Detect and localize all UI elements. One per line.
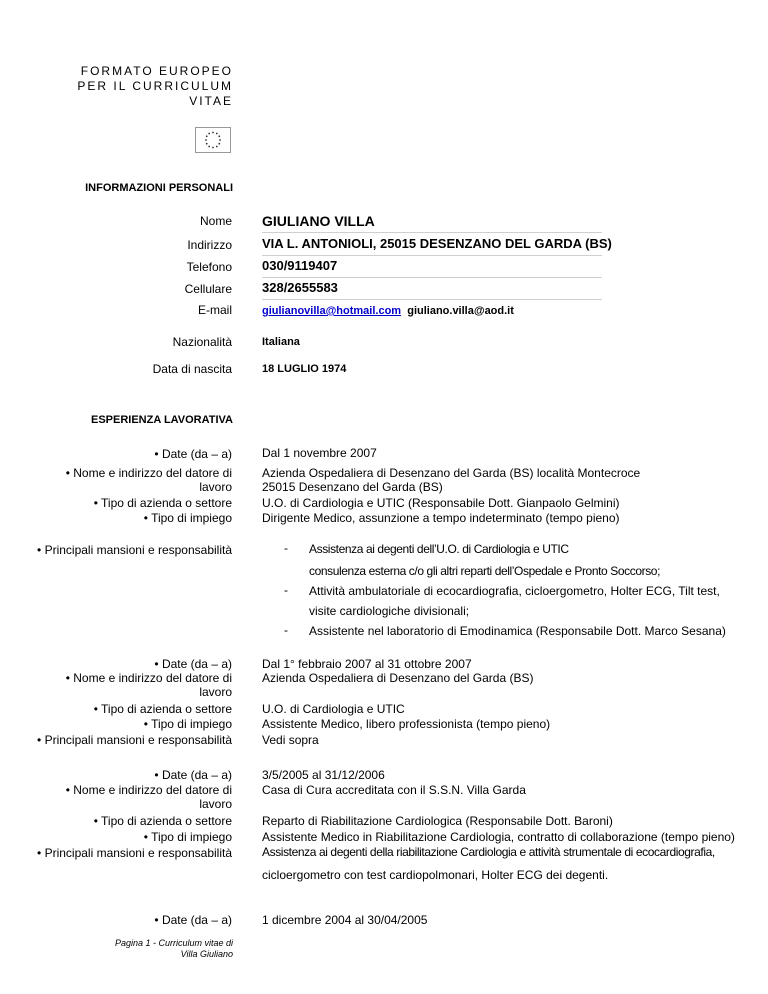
label-birthdate: Data di nascita bbox=[152, 362, 232, 376]
label-phone: Telefono bbox=[186, 260, 232, 274]
duty-dash: - bbox=[284, 541, 288, 555]
duty-1-line-1: Assistenza ai degenti dell’U.O. di Cardiologia e UTIC bbox=[309, 542, 569, 556]
label-dates: • Date (da – a) bbox=[154, 913, 232, 927]
divider bbox=[262, 299, 602, 300]
eu-flag-icon bbox=[195, 127, 231, 153]
duty-dash: - bbox=[284, 583, 288, 597]
entry-2-job-type: Assistente Medico, libero professionista (tempo pieno) bbox=[262, 717, 551, 731]
entry-2-sector: U.O. di Cardiologia e UTIC bbox=[262, 702, 405, 716]
label-mobile: Cellulare bbox=[184, 282, 232, 296]
duty-dash: - bbox=[284, 623, 288, 637]
label-duties: • Principali mansioni e responsabilità bbox=[37, 543, 232, 557]
label-dates: • Date (da – a) bbox=[154, 447, 232, 461]
entry-3-duties-line-1: Assistenza ai degenti della riabilitazione Cardiologia e attività strumentale di ecocardiografia, bbox=[262, 845, 715, 859]
label-job-type: • Tipo di impiego bbox=[143, 830, 232, 844]
email-link-primary[interactable]: giulianovilla@hotmail.com bbox=[262, 305, 402, 317]
person-name: GIULIANO VILLA bbox=[262, 213, 375, 229]
label-sector: • Tipo di azienda o settore bbox=[93, 814, 232, 828]
label-dates: • Date (da – a) bbox=[154, 768, 232, 782]
entry-1-job-type: Dirigente Medico, assunzione a tempo indeterminato (tempo pieno) bbox=[262, 511, 620, 525]
title-line-3: VITAE bbox=[189, 94, 233, 108]
label-employer-cont: lavoro bbox=[199, 685, 232, 699]
label-job-type: • Tipo di impiego bbox=[143, 511, 232, 525]
duty-3-line-1: Assistente nel laboratorio di Emodinamica (Responsabile Dott. Marco Sesana) bbox=[309, 624, 726, 638]
label-job-type: • Tipo di impiego bbox=[143, 717, 232, 731]
entry-3-job-type: Assistente Medico in Riabilitazione Cardiologia, contratto di collaborazione (tempo pieno) bbox=[262, 830, 735, 844]
label-email: E-mail bbox=[197, 303, 232, 317]
label-employer: • Nome e indirizzo del datore di bbox=[65, 466, 232, 480]
divider bbox=[262, 232, 602, 233]
address-value: VIA L. ANTONIOLI, 25015 DESENZANO DEL GARDA (BS) bbox=[262, 236, 612, 251]
label-employer-cont: lavoro bbox=[199, 480, 232, 494]
page-footer bbox=[13, 938, 233, 960]
label-duties: • Principali mansioni e responsabilità bbox=[37, 733, 232, 747]
personal-info-heading: INFORMAZIONI PERSONALI bbox=[85, 182, 233, 194]
footer-line-1: Pagina 1 - Curriculum vitae di bbox=[114, 938, 233, 948]
entry-4-dates: 1 dicembre 2004 al 30/04/2005 bbox=[262, 913, 428, 927]
entry-2-duties: Vedi sopra bbox=[262, 733, 319, 747]
title-line-1: FORMATO EUROPEO bbox=[80, 64, 233, 78]
label-employer: • Nome e indirizzo del datore di bbox=[65, 671, 232, 685]
label-nationality: Nazionalità bbox=[172, 335, 232, 349]
entry-2-dates: Dal 1° febbraio 2007 al 31 ottobre 2007 bbox=[262, 657, 472, 671]
label-sector: • Tipo di azienda o settore bbox=[93, 496, 232, 510]
label-address: Indirizzo bbox=[187, 238, 232, 252]
birthdate-value: 18 LUGLIO 1974 bbox=[262, 363, 347, 375]
nationality-value: Italiana bbox=[262, 336, 300, 348]
mobile-value: 328/2655583 bbox=[262, 280, 338, 295]
entry-1-sector: U.O. di Cardiologia e UTIC (Responsabile Dott. Gianpaolo Gelmini) bbox=[262, 496, 620, 510]
entry-3-employer: Casa di Cura accreditata con il S.S.N. Villa Garda bbox=[262, 783, 526, 797]
cv-format-title bbox=[33, 64, 233, 109]
email-secondary: giuliano.villa@aod.it bbox=[407, 305, 514, 317]
footer-line-2: Villa Giuliano bbox=[180, 949, 233, 959]
entry-1-employer: Azienda Ospedaliera di Desenzano del Garda (BS) località Montecroce bbox=[262, 466, 641, 480]
entry-2-employer: Azienda Ospedaliera di Desenzano del Garda (BS) bbox=[262, 671, 534, 685]
entry-3-sector: Reparto di Riabilitazione Cardiologica (Responsabile Dott. Baroni) bbox=[262, 814, 613, 828]
label-employer-cont: lavoro bbox=[199, 797, 232, 811]
email-values bbox=[262, 304, 514, 318]
title-line-2: PER IL CURRICULUM bbox=[77, 79, 233, 93]
label-employer: • Nome e indirizzo del datore di bbox=[65, 783, 232, 797]
label-dates: • Date (da – a) bbox=[154, 657, 232, 671]
divider bbox=[262, 255, 602, 256]
label-name: Nome bbox=[199, 214, 232, 228]
entry-1-dates: Dal 1 novembre 2007 bbox=[262, 446, 377, 460]
entry-1-employer-address: 25015 Desenzano del Garda (BS) bbox=[262, 480, 443, 494]
duty-1-line-2: consulenza esterna c/o gli altri reparti dell’Ospedale e Pronto Soccorso; bbox=[309, 564, 661, 578]
entry-3-duties-line-2: cicloergometro con test cardiopolmonari, Holter ECG dei degenti. bbox=[262, 868, 609, 882]
duty-2-line-1: Attività ambulatoriale di ecocardiografia, cicloergometro, Holter ECG, Tilt test, bbox=[309, 584, 720, 598]
work-experience-heading: ESPERIENZA LAVORATIVA bbox=[91, 414, 233, 426]
divider bbox=[262, 277, 602, 278]
label-duties: • Principali mansioni e responsabilità bbox=[37, 846, 232, 860]
duty-2-line-2: visite cardiologiche divisionali; bbox=[309, 604, 470, 618]
label-sector: • Tipo di azienda o settore bbox=[93, 702, 232, 716]
phone-value: 030/9119407 bbox=[262, 258, 338, 273]
entry-3-dates: 3/5/2005 al 31/12/2006 bbox=[262, 768, 385, 782]
